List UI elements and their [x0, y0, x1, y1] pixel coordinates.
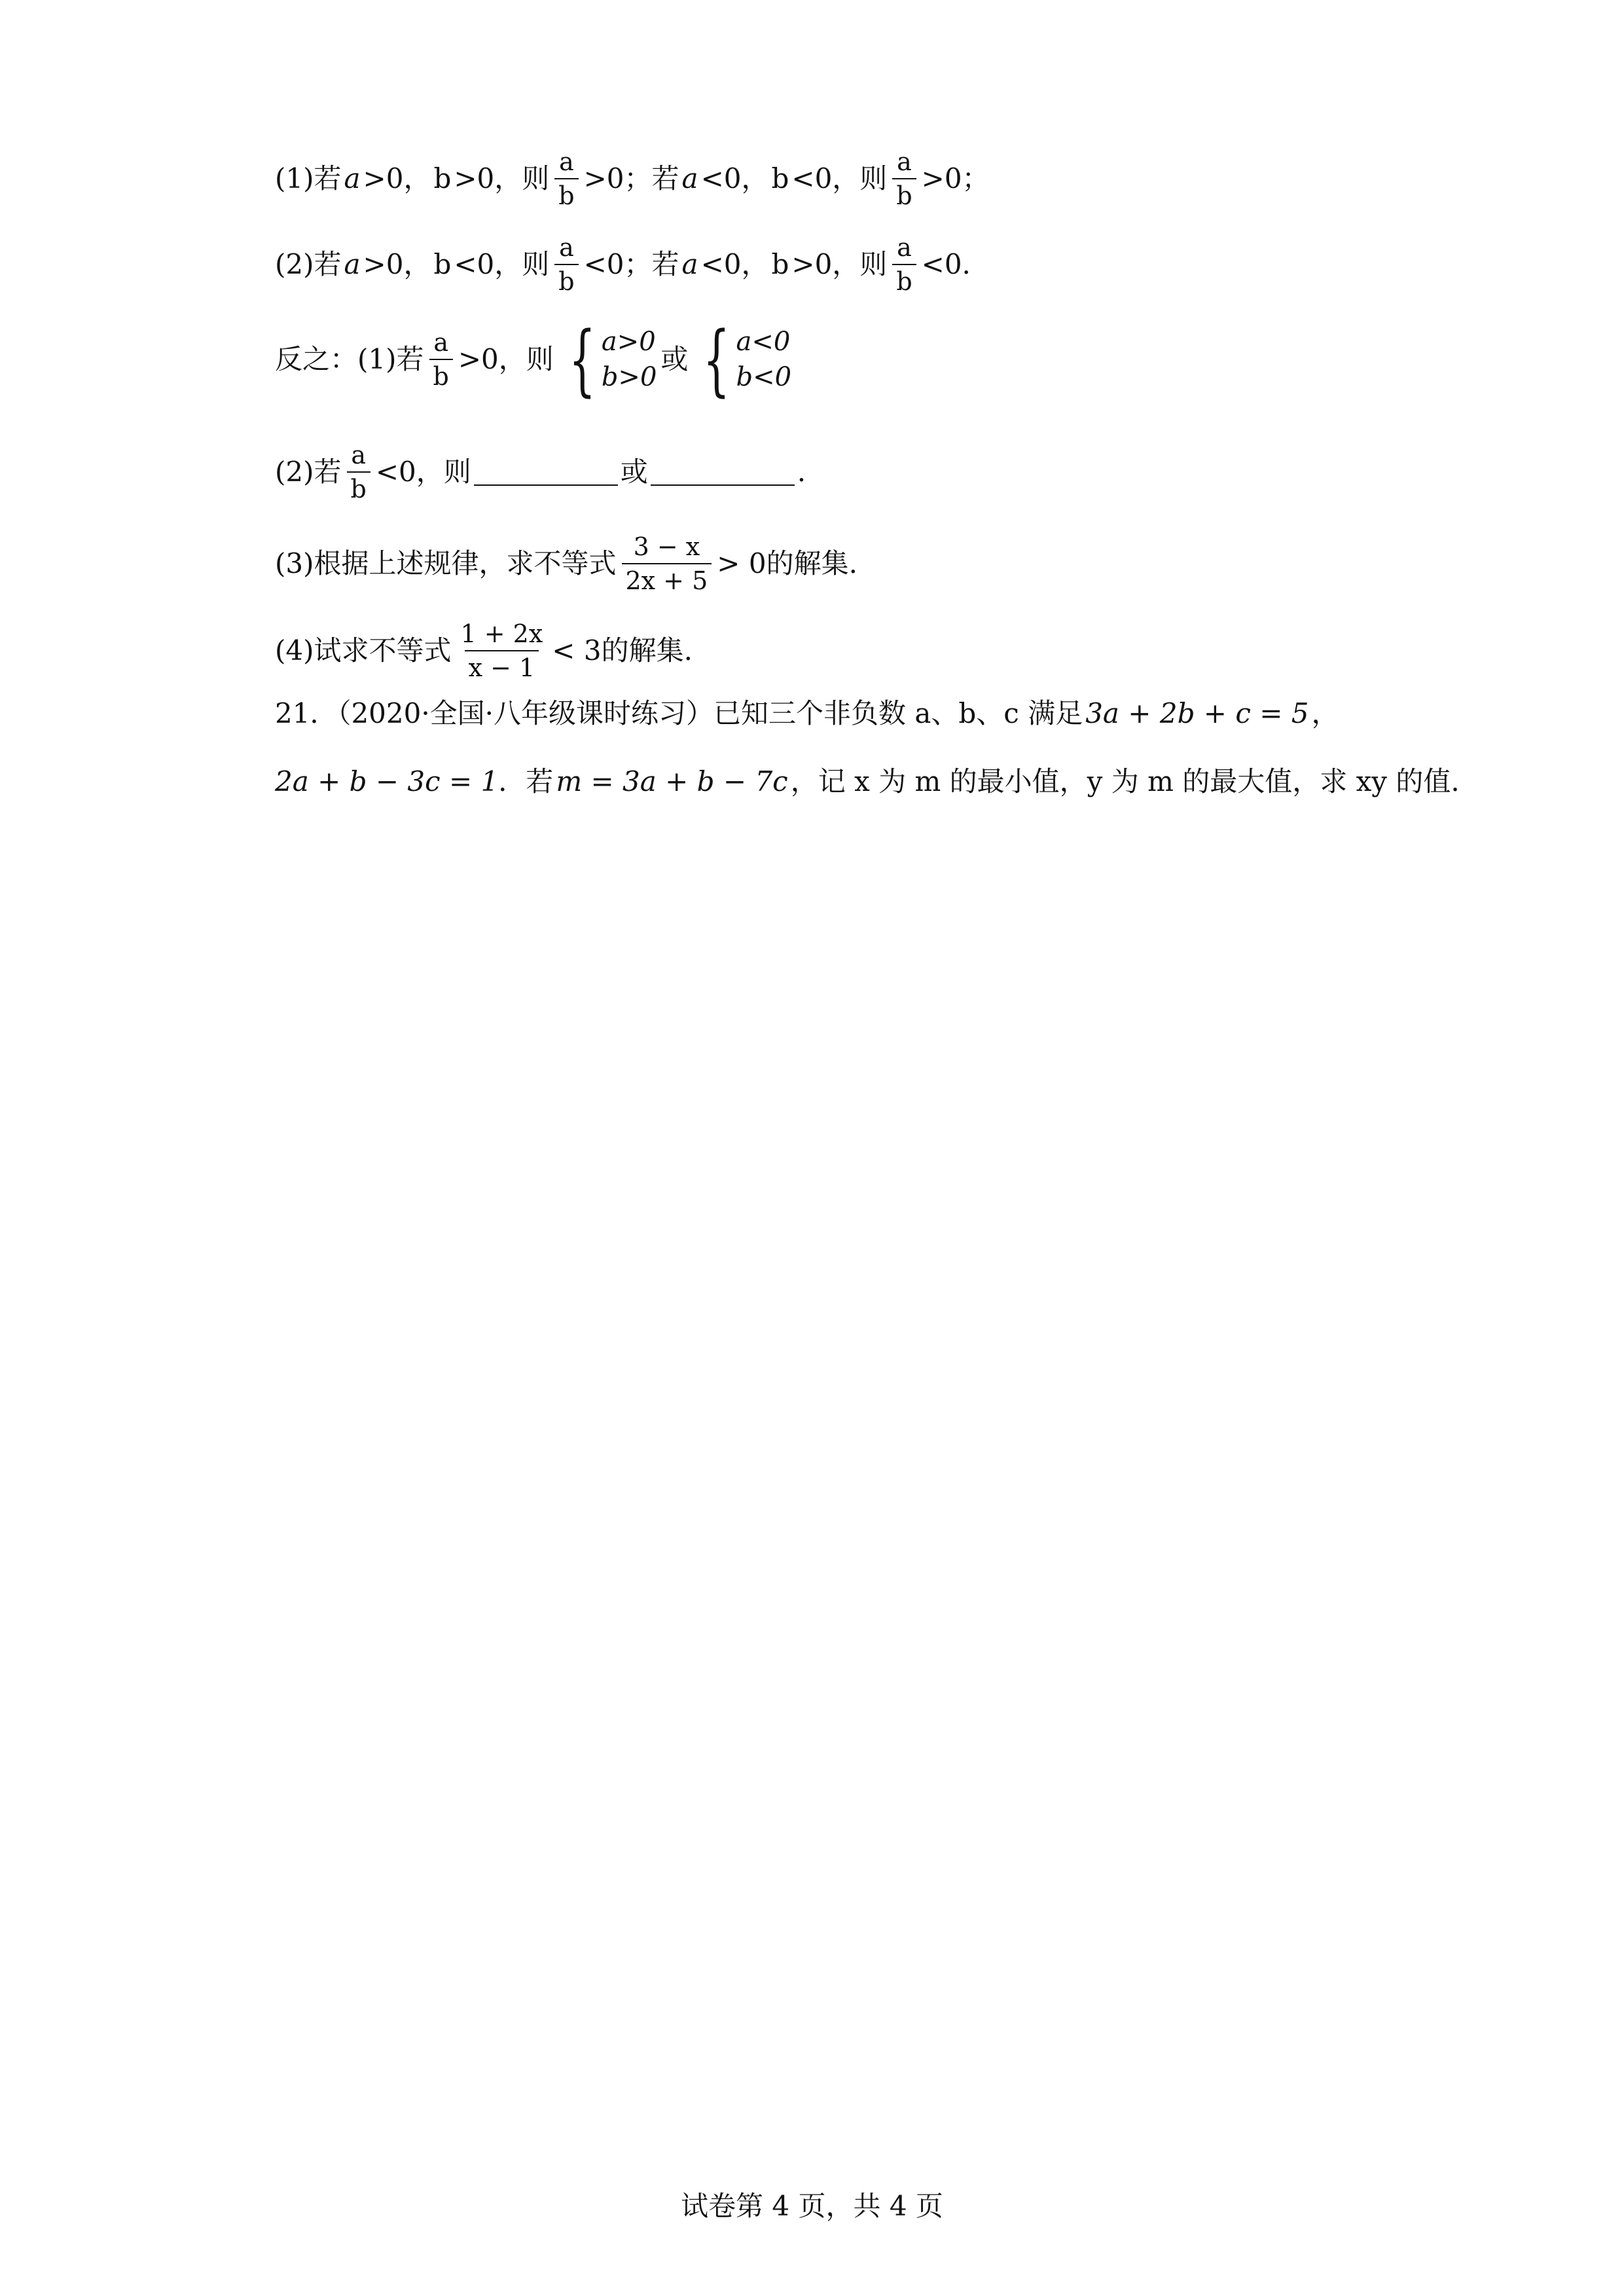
- q21-equation-2: 2a + b − 3c = 1: [275, 765, 499, 797]
- fraction-a-over-b: $\frac{a}{b}$: [429, 327, 453, 392]
- fraction-1-2x-over-x-1: $\frac{1 + 2x}{x - 1}$: [460, 619, 543, 682]
- q2-mid: <0，则: [375, 456, 471, 488]
- q3-inequality: > 0: [717, 547, 767, 579]
- question-21-line-2: [275, 763, 1460, 800]
- converse-or: 或: [660, 343, 689, 375]
- var-b: b: [771, 248, 789, 280]
- fraction-a-over-b: $\frac{a}{b}$: [892, 147, 916, 211]
- rule-1-line: [275, 147, 990, 211]
- fraction-3-x-over-2x-5: $\frac{3 - x}{2x + 5}$: [622, 532, 712, 596]
- var-b: b: [771, 162, 789, 194]
- q21-line1-end: ，: [1311, 697, 1339, 729]
- rule-2-line: [275, 232, 971, 297]
- var-b: b: [433, 162, 452, 194]
- fraction-a-over-b: $\frac{a}{b}$: [892, 232, 916, 297]
- var-a: a: [344, 162, 361, 194]
- q2-end: .: [797, 456, 806, 488]
- rule-1-prefix: (1)若: [275, 162, 342, 194]
- page-footer: 试卷第 4 页，共 4 页: [681, 2190, 943, 2222]
- system-1-line-1: a>0: [601, 327, 656, 357]
- question-4-line: [275, 619, 693, 683]
- converse-prefix: 反之：(1)若: [275, 343, 424, 375]
- rule-1-result-1: >0；若: [583, 162, 679, 194]
- rule-2-cond-b2: >0，则: [791, 248, 888, 280]
- rule-2-prefix: (2)若: [275, 248, 342, 280]
- q4-suffix: 的解集.: [601, 634, 693, 666]
- q21-equation-1: 3a + 2b + c = 5: [1085, 697, 1309, 729]
- q2-prefix: (2)若: [275, 456, 342, 488]
- q4-inequality: < 3: [552, 634, 602, 666]
- question-3-line: [275, 532, 857, 596]
- var-a: a: [681, 248, 698, 280]
- fraction-a-over-b: $\frac{a}{b}$: [554, 147, 578, 211]
- left-brace-icon: {: [568, 314, 596, 405]
- left-brace-icon: {: [703, 314, 731, 405]
- rule-2-result-2: <0.: [921, 248, 971, 280]
- rule-1-cond-a2: <0，: [700, 162, 769, 194]
- q3-prefix: (3)根据上述规律，求不等式: [275, 547, 617, 579]
- q21-end: ，记 x 为 m 的最小值，y 为 m 的最大值，求 xy 的值.: [790, 765, 1460, 797]
- system-2-line-2: b<0: [736, 362, 792, 392]
- question-21-line-1: [275, 695, 1339, 732]
- system-2: [692, 314, 792, 405]
- var-b: b: [433, 248, 452, 280]
- q4-prefix: (4)试求不等式: [275, 634, 452, 666]
- rule-1-cond-b2: <0，则: [791, 162, 888, 194]
- rule-2-cond-a2: <0，: [700, 248, 769, 280]
- rule-1-cond-a: >0，: [363, 162, 431, 194]
- answer-blank-2[interactable]: [651, 458, 795, 486]
- question-2-line: [275, 440, 806, 504]
- var-a: a: [681, 162, 698, 194]
- rule-2-cond-a: >0，: [363, 248, 431, 280]
- var-a: a: [344, 248, 361, 280]
- q21-equation-3: m = 3a + b − 7c: [556, 765, 788, 797]
- rule-1-result-2: >0；: [921, 162, 990, 194]
- rule-2-cond-b: <0，则: [454, 248, 550, 280]
- system-2-line-1: a<0: [736, 327, 791, 357]
- system-1-line-2: b>0: [601, 362, 657, 392]
- system-1: [558, 314, 657, 405]
- rule-2-result-1: <0；若: [583, 248, 679, 280]
- q3-suffix: 的解集.: [766, 547, 857, 579]
- q21-intro: 21．（2020·全国·八年级课时练习）已知三个非负数 a、b、c 满足: [275, 697, 1083, 729]
- converse-mid: >0，则: [458, 343, 554, 375]
- fraction-a-over-b: $\frac{a}{b}$: [554, 232, 578, 297]
- converse-line: [275, 314, 795, 405]
- q2-or: 或: [620, 456, 648, 488]
- fraction-a-over-b: $\frac{a}{b}$: [347, 440, 370, 504]
- q21-mid: ．若: [498, 765, 554, 797]
- rule-1-cond-b: >0，则: [454, 162, 550, 194]
- answer-blank-1[interactable]: [474, 458, 618, 486]
